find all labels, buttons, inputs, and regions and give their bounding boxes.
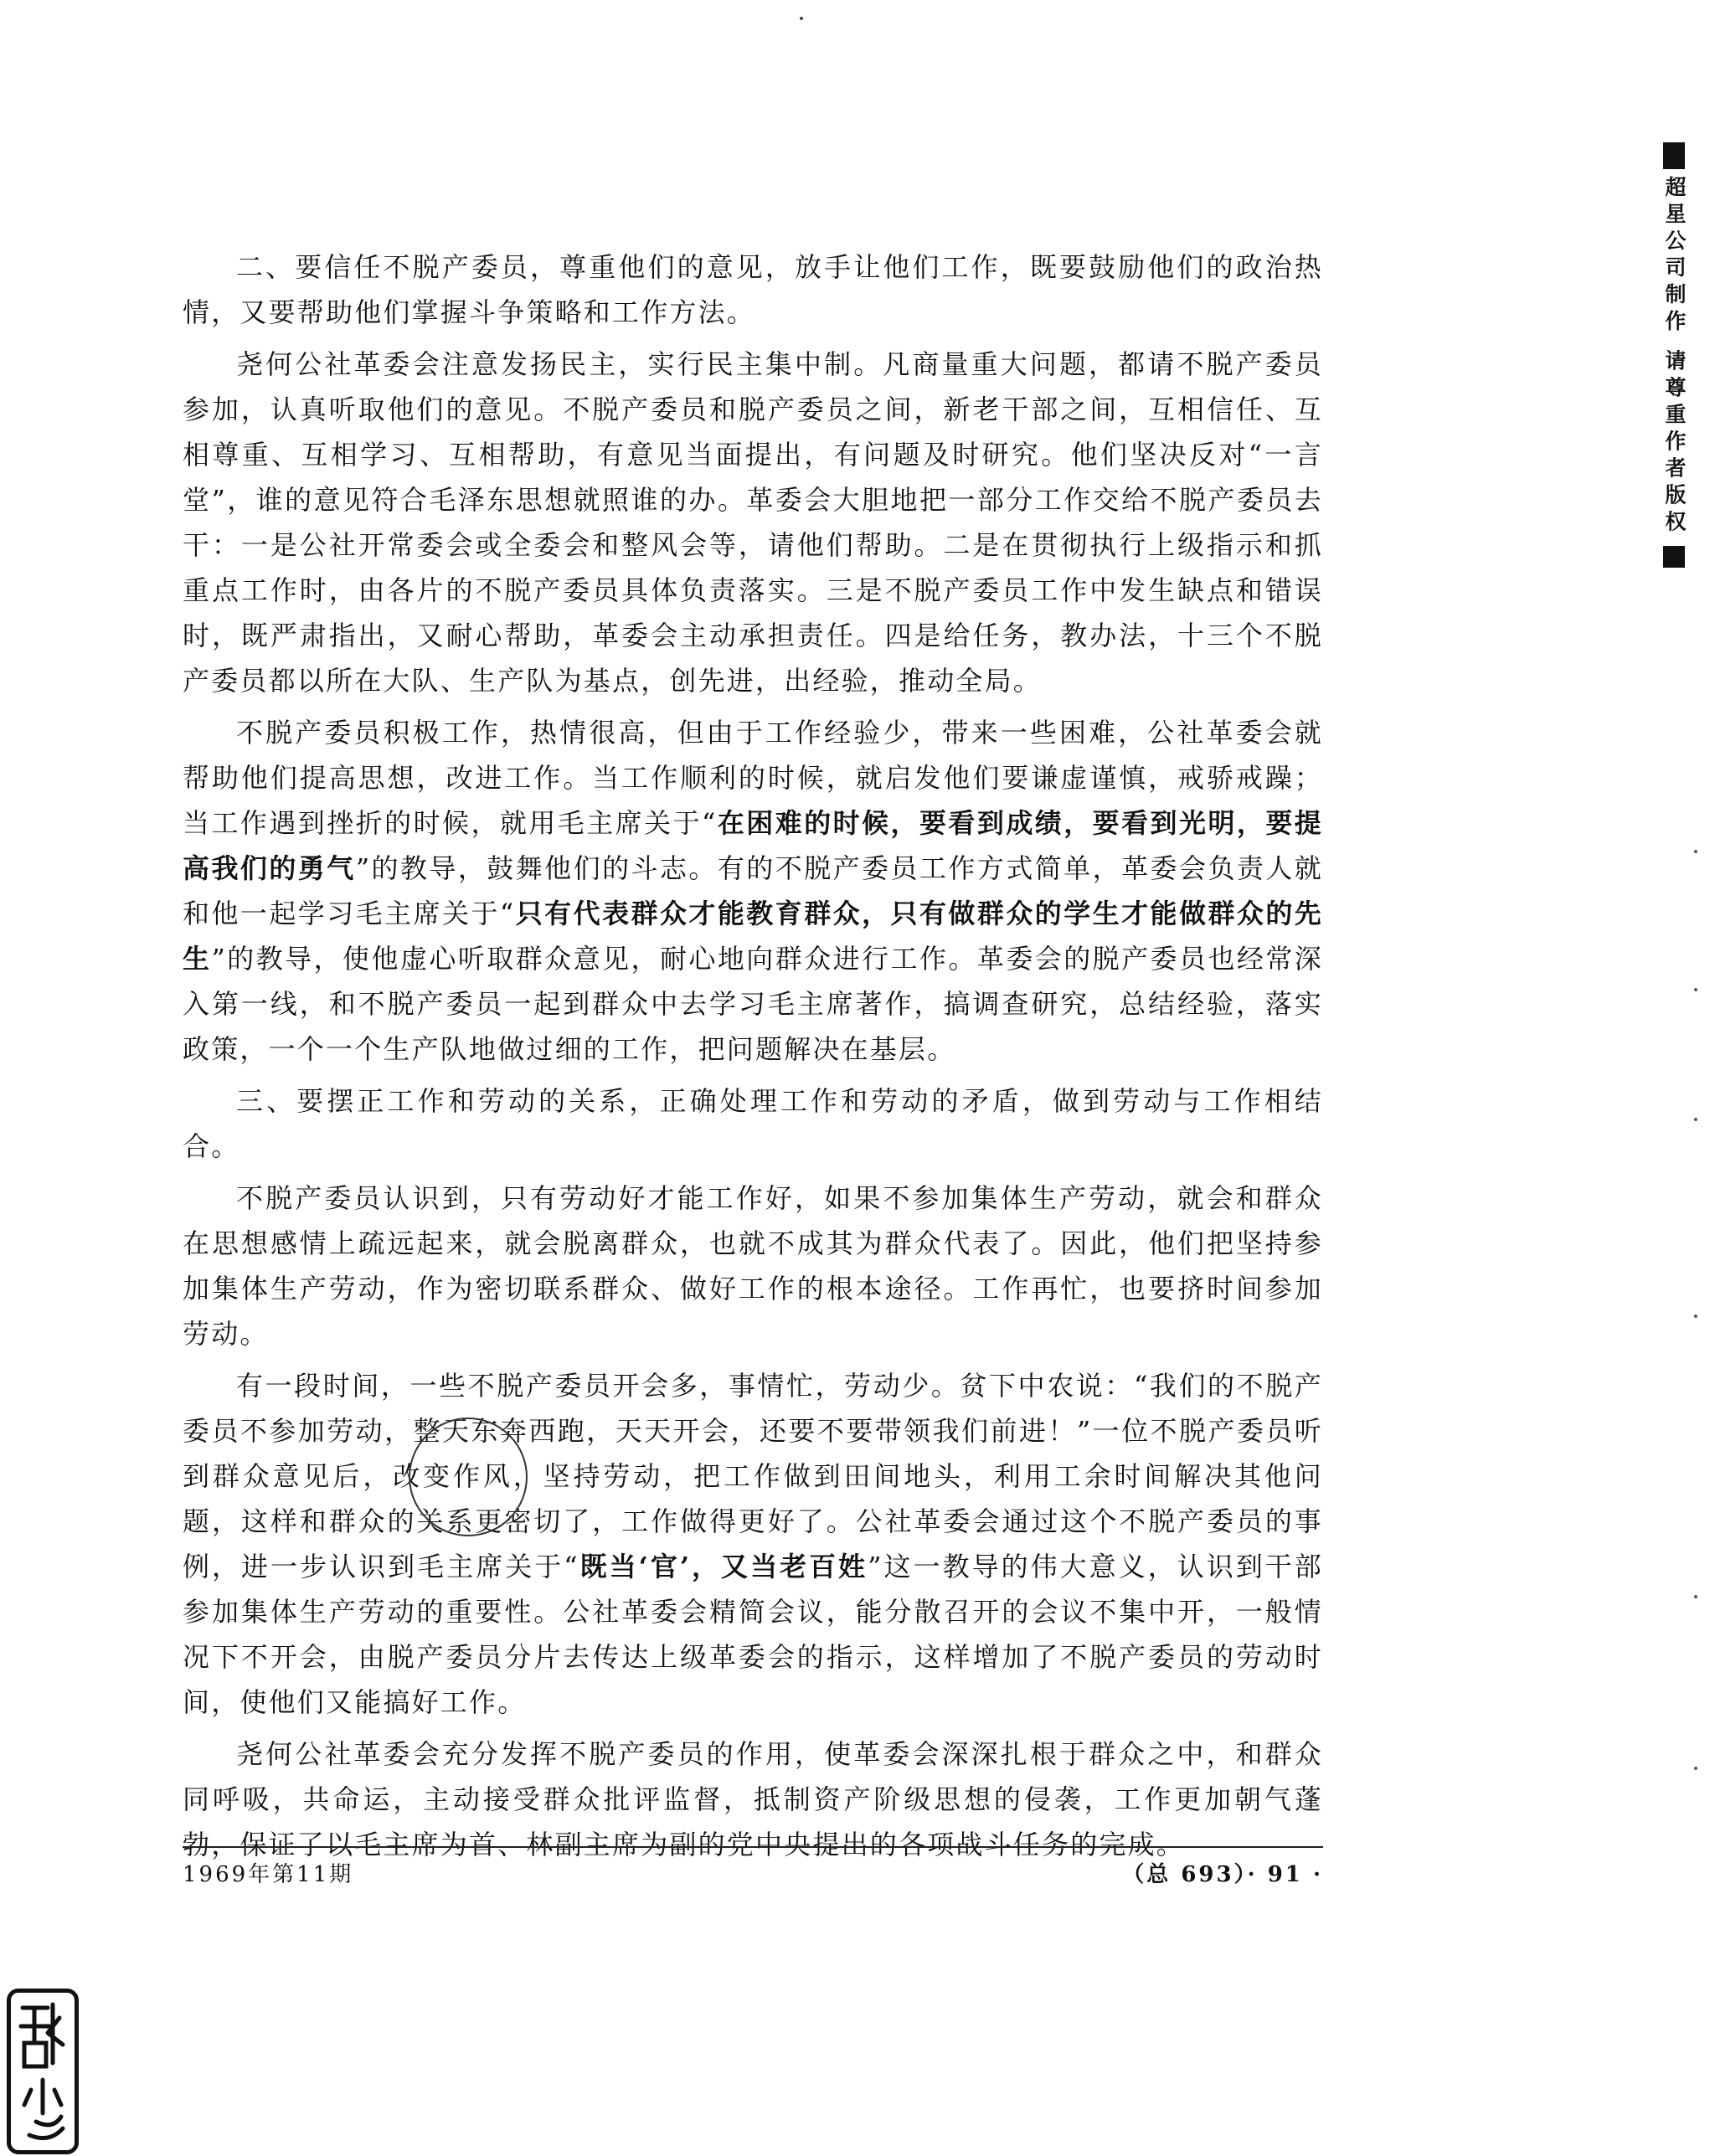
paragraph (183, 1363, 1323, 1725)
paragraph: 二、要信任不脱产委员，尊重他们的意见，放手让他们工作，既要鼓励他们的政治热情，又要帮助他们掌握斗争策略和工作方法。 (183, 251, 1323, 328)
scan-circle-mark (409, 1418, 528, 1536)
copyright-strip (1656, 142, 1693, 568)
strip-top-bar (1663, 142, 1685, 169)
scan-speck (1694, 988, 1697, 991)
text-run: 有一段时间，一些不脱产委员开会多，事情忙，劳动少。贫下中农说：“我们的不脱产委员不参加劳动，整天东奔西跑，天天开会，还要不要带领我们前进！”一位不脱产委员听到群众意见后，改变作风，坚持劳动，把工作做到田间地头，利用工余时间解决其他问题，这样和群众的关系更密切了，工作做得更好了。公社革委会通过这个不脱产委员的事例，进一步认识到毛主席关于“ (183, 1370, 1323, 1582)
text-run: 不脱产委员积极工作，热情很高，但由于工作经验少，带来一些困难，公社革委会就帮助他们提高思想，改进工作。当工作顺利的时候，就启发他们要谦虚谨慎，戒骄戒躁；当工作遇到挫折的时候，就用毛主席关于“ (183, 717, 1323, 839)
copyright-notice: 超星公司制作 请尊重作者版权 (1662, 176, 1687, 538)
library-seal (7, 1989, 79, 2154)
footer-rule (183, 1846, 1323, 1848)
scan-speck (1694, 1118, 1697, 1121)
strip-bottom-bar (1663, 546, 1685, 568)
scan-speck (1694, 1315, 1697, 1318)
quotation-bold: 只有代表群众才能教育群众，只有做群众的学生才能做群众的先生 (183, 898, 1323, 975)
quotation-bold: 既当‘官’，又当老百姓 (579, 1551, 868, 1582)
article-body (183, 244, 1323, 1874)
issue-label: 1969年第11期 (183, 1862, 354, 1887)
paragraph: 三、要摆正工作和劳动的关系，正确处理工作和劳动的矛盾，做到劳动与工作相结合。 (183, 1085, 1323, 1162)
paragraph (183, 710, 1323, 1072)
scan-speck (1694, 1595, 1697, 1598)
paragraph: 不脱产委员认识到，只有劳动好才能工作好，如果不参加集体生产劳动，就会和群众在思想感情上疏远起来，就会脱离群众，也就不成其为群众代表了。因此，他们把坚持参加集体生产劳动，作为密切联系群众、做好工作的根本途径。工作再忙，也要挤时间参加劳动。 (183, 1182, 1323, 1350)
scan-speck (1694, 1767, 1697, 1770)
page-number: （总 693）· 91 · (1122, 1862, 1323, 1887)
text-run: ”这一教导的伟大意义，认识到干部参加集体生产劳动的重要性。公社革委会精简会议，能分散召开的会议不集中开，一般情况下不开会，由脱产委员分片去传达上级革委会的指示，这样增加了不脱产委员的劳动时间，使他们又能搞好工作。 (183, 1551, 1324, 1718)
text-run: ”的教导，鼓舞他们的斗志。有的不脱产委员工作方式简单，革委会负责人就和他一起学习毛主席关于“ (183, 852, 1323, 929)
text-run: ”的教导，使他虚心听取群众意见，耐心地向群众进行工作。革委会的脱产委员也经常深入第一线，和不脱产委员一起到群众中去学习毛主席著作，搞调查研究，总结经验，落实政策，一个一个生产队地做过细的工作，把问题解决在基层。 (183, 943, 1323, 1065)
scan-speck (800, 17, 803, 20)
paragraph: 尧何公社革委会注意发扬民主，实行民主集中制。凡商量重大问题，都请不脱产委员参加，认真听取他们的意见。不脱产委员和脱产委员之间，新老干部之间，互相信任、互相尊重、互相学习、互相帮助，有意见当面提出，有问题及时研究。他们坚决反对“一言堂”，谁的意见符合毛泽东思想就照谁的办。革委会大胆地把一部分工作交给不脱产委员去干：一是公社开常委会或全委会和整风会等，请他们帮助。二是在贯彻执行上级指示和抓重点工作时，由各片的不脱产委员具体负责落实。三是不脱产委员工作中发生缺点和错误时，既严肃指出，又耐心帮助，革委会主动承担责任。四是给任务，教办法，十三个不脱产委员都以所在大队、生产队为基点，创先进，出经验，推动全局。 (183, 348, 1323, 697)
paragraph: 尧何公社革委会充分发挥不脱产委员的作用，使革委会深深扎根于群众之中，和群众同呼吸，共命运，主动接受群众批评监督，抵制资产阶级思想的侵袭，工作更加朝气蓬勃，保证了以毛主席为首、林副主席为副的党中央提出的各项战斗任务的完成。 (183, 1738, 1323, 1860)
quotation-bold: 在困难的时候，要看到成绩，要看到光明，要提高我们的勇气 (183, 807, 1323, 884)
scan-speck (1694, 850, 1697, 853)
seal-glyph-icon (11, 1993, 75, 2150)
